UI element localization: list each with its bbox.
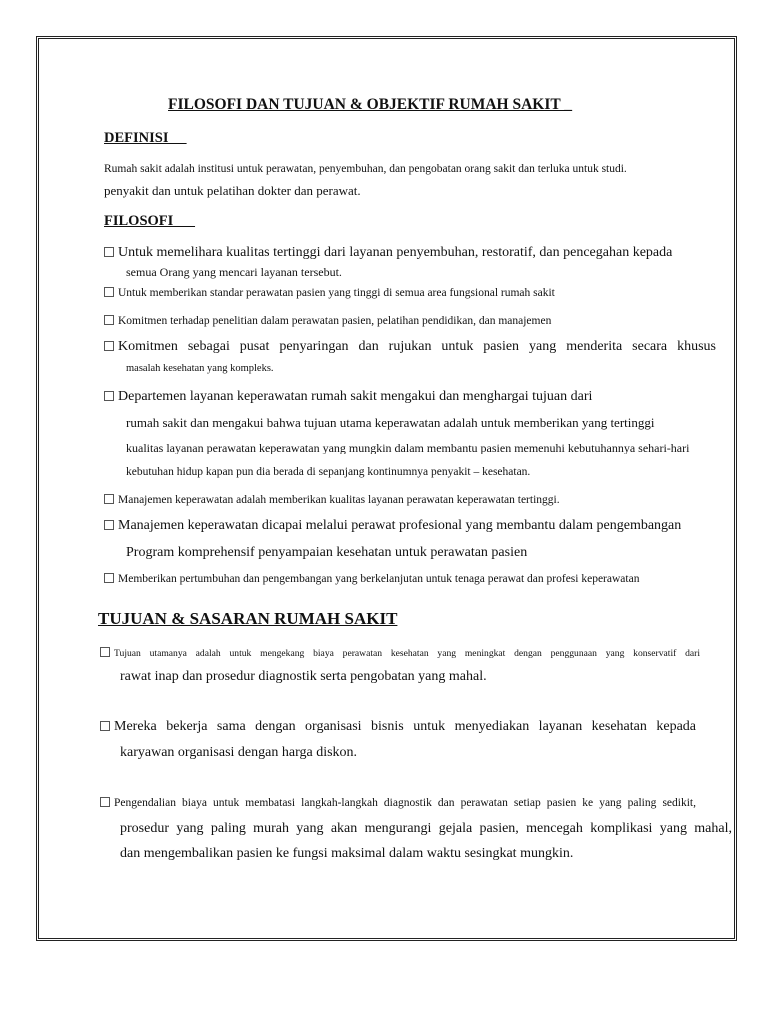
filosofi-item-5-line-3: kualitas layanan perawatan keperawatan yang mungkin dalam membantu pasien memenuhi kebutuhannya sehari-hari — [126, 442, 690, 454]
definisi-line-1: Rumah sakit adalah institusi untuk perawatan, penyembuhan, dan pengobatan orang sakit dan terluka untuk studi. — [104, 163, 627, 175]
filosofi-item-2: Untuk memberikan standar perawatan pasien yang tinggi di semua area fungsional rumah sakit — [104, 287, 555, 300]
bullet-box-icon — [104, 315, 114, 325]
tujuan-item-2: Mereka bekerja sama dengan organisasi bisnis untuk menyediakan layanan kesehatan kepada — [100, 720, 696, 734]
bullet-box-icon — [100, 647, 110, 657]
tujuan-item-3: Pengendalian biaya untuk membatasi langkah-langkah diagnostik dan perawatan setiap pasien ke yang paling sedikit, — [100, 797, 696, 810]
bullet-box-icon — [104, 573, 114, 583]
filosofi-item-1-cont: semua Orang yang mencari layanan tersebut. — [126, 265, 342, 279]
bullet-box-icon — [104, 494, 114, 504]
filosofi-item-7: Manajemen keperawatan dicapai melalui perawat profesional yang membantu dalam pengembangan — [104, 519, 681, 533]
bullet-box-icon — [104, 520, 114, 530]
bullet-box-icon — [104, 391, 114, 401]
tujuan-heading: TUJUAN & SASARAN RUMAH SAKIT — [98, 609, 398, 628]
filosofi-item-3: Komitmen terhadap penelitian dalam perawatan pasien, pelatihan pendidikan, dan manajemen — [104, 315, 551, 328]
page-title: FILOSOFI DAN TUJUAN & OBJEKTIF RUMAH SAKIT _ — [168, 96, 573, 113]
filosofi-item-5-line-4: kebutuhan hidup kapan pun dia berada di sepanjang kontinumnya penyakit – kesehatan. — [126, 466, 531, 478]
tujuan-item-3-line-2: prosedur yang paling murah yang akan mengurangi gejala pasien, mencegah komplikasi yang mahal, — [120, 821, 732, 836]
tujuan-item-1-cont: rawat inap dan prosedur diagnostik serta pengobatan yang mahal. — [120, 669, 487, 684]
definisi-line-2: penyakit dan untuk pelatihan dokter dan perawat. — [104, 183, 361, 198]
definisi-heading: DEFINISI — [104, 130, 187, 146]
filosofi-item-5: Departemen layanan keperawatan rumah sakit mengakui dan menghargai tujuan dari — [104, 390, 592, 404]
filosofi-item-4: Komitmen sebagai pusat penyaringan dan rujukan untuk pasien yang menderita secara khusus — [104, 340, 716, 354]
bullet-box-icon — [104, 247, 114, 257]
bullet-box-icon — [104, 287, 114, 297]
filosofi-item-6: Manajemen keperawatan adalah memberikan kualitas layanan perawatan keperawatan tertinggi. — [104, 494, 560, 507]
filosofi-item-7-cont: Program komprehensif penyampaian kesehatan untuk perawatan pasien — [126, 545, 528, 560]
bullet-box-icon — [100, 721, 110, 731]
tujuan-item-1: Tujuan utamanya adalah untuk mengekang biaya perawatan kesehatan yang meningkat dengan penggunaan yang konservatif dari — [100, 647, 700, 659]
filosofi-item-1: Untuk memelihara kualitas tertinggi dari layanan penyembuhan, restoratif, dan pencegahan kepada — [104, 246, 672, 260]
filosofi-item-5-line-2: rumah sakit dan mengakui bahwa tujuan utama keperawatan adalah untuk memberikan yang tertinggi — [126, 415, 655, 430]
filosofi-item-4-cont: masalah kesehatan yang kompleks. — [126, 363, 274, 374]
filosofi-item-8: Memberikan pertumbuhan dan pengembangan yang berkelanjutan untuk tenaga perawat dan profesi keperawatan — [104, 573, 639, 586]
bullet-box-icon — [100, 797, 110, 807]
tujuan-item-3-line-3: dan mengembalikan pasien ke fungsi maksimal dalam waktu sesingkat mungkin. — [120, 846, 574, 861]
tujuan-item-2-cont: karyawan organisasi dengan harga diskon. — [120, 745, 358, 760]
bullet-box-icon — [104, 341, 114, 351]
filosofi-heading: FILOSOFI — [104, 213, 196, 229]
